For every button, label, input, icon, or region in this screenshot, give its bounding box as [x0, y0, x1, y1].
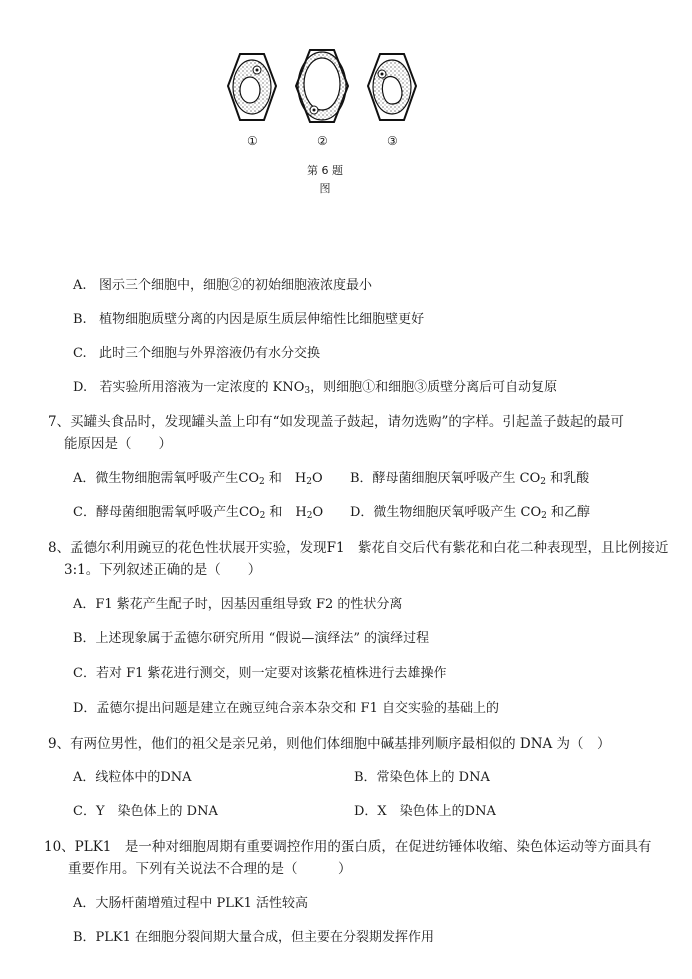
figure-caption-line1: 第 6 题 [307, 164, 343, 177]
q7-c-sub1: 2 [259, 511, 266, 521]
q7-a-after: O [311, 471, 323, 486]
q7-c-mid: 和 H [265, 505, 307, 520]
q6-option-c-text: 此时三个细胞与外界溶液仍有水分交换 [99, 346, 321, 361]
figure-label-2: ② [317, 134, 328, 148]
q8-option-a: A．F1 紫花产生配子时，因基因重组导致 F2 的性状分离 [73, 597, 403, 612]
figure-caption [290, 162, 360, 198]
figure-cells [222, 46, 422, 156]
q6-option-b-letter: B. [73, 312, 87, 327]
q7-a-sub1: 2 [259, 477, 265, 487]
q10-option-a: A．大肠杆菌增殖过程中 PLK1 活性较高 [73, 896, 309, 911]
q8-option-b: B．上述现象属于孟德尔研究所用 “假说—演绎法” 的演绎过程 [73, 631, 430, 646]
q6-option-d-text-after: ，则细胞①和细胞③质壁分离后可自动复原 [310, 380, 558, 395]
q7-stem-line2: 能原因是（ ） [64, 436, 172, 452]
q8-option-d: D．孟德尔提出问题是建立在豌豆纯合亲本杂交和 F1 自交实验的基础上的 [73, 701, 499, 716]
figure-caption-line2: 图 [319, 182, 331, 195]
figure-label-3: ③ [387, 134, 398, 148]
q7-option-b-text: B．酵母菌细胞厌氧呼吸产生 CO [350, 471, 541, 486]
q7-a-mid: 和 H [264, 471, 307, 486]
q10-stem-line2: 重要作用。下列有关说法不合理的是（ ） [68, 861, 352, 877]
q6-option-a-letter: A. [73, 278, 87, 293]
q7-c-after: O [312, 505, 324, 520]
q10-option-b: B．PLK1 在细胞分裂间期大量合成，但主要在分裂期发挥作用 [73, 930, 435, 945]
q8-stem-line2: 3:1。下列叙述正确的是（ ） [64, 562, 262, 578]
q7-option-a-text: A．微生物细胞需氧呼吸产生CO [73, 471, 259, 486]
q9-option-a: A．线粒体中的DNA [73, 770, 192, 785]
figure-label-1: ① [247, 134, 258, 148]
q7-a-sub2: 2 [306, 477, 312, 487]
q7-d-sub: 2 [541, 511, 547, 521]
cell-3 [368, 54, 416, 120]
q6-option-d-sub: 3 [304, 386, 311, 396]
q9-option-d: D．X 染色体上的DNA [354, 804, 496, 819]
q6-option-a [73, 274, 372, 293]
q9-option-b: B．常染色体上的 DNA [354, 770, 490, 785]
q10-stem-line1: 10、PLK1 是一种对细胞周期有重要调控作用的蛋白质，在促进纺锤体收缩、染色体运动等方面具有 [44, 839, 652, 855]
q9-option-c: C．Y 染色体上的 DNA [73, 804, 218, 819]
q6-option-a-text: 图示三个细胞中，细胞②的初始细胞液浓度最小 [98, 278, 372, 293]
q6-option-d-text: 若实验所用溶液为一定浓度的 KNO [99, 380, 305, 395]
q7-d-after: 和乙醇 [546, 505, 591, 520]
q7-b-sub: 2 [540, 477, 547, 487]
q7-option-a [73, 467, 323, 486]
q7-c-sub2: 2 [306, 511, 313, 521]
q7-stem-line1: 7、买罐头食品时，发现罐头盖上印有“如发现盖子鼓起，请勿选购”的字样。引起盖子鼓起的最可 [48, 414, 624, 430]
q7-option-d-text: D．微生物细胞厌氧呼吸产生 CO [350, 505, 542, 520]
q7-option-d [350, 501, 590, 520]
q7-option-b [350, 467, 589, 486]
q6-option-d-letter: D. [73, 380, 88, 395]
q7-option-c [73, 501, 323, 520]
q7-b-after: 和乳酸 [546, 471, 590, 486]
q8-stem-line1: 8、孟德尔利用豌豆的花色性状展开实验，发现F1 紫花自交后代有紫花和白花二种表现型，且比例接近 [48, 540, 669, 556]
q6-option-b-text: 植物细胞质壁分离的内因是原生质层伸缩性比细胞壁更好 [99, 312, 425, 327]
q6-option-c [73, 342, 320, 361]
q6-option-c-letter: C. [73, 346, 87, 361]
q9-stem-line1: 9、有两位男性，他们的祖父是亲兄弟，则他们体细胞中碱基排列顺序最相似的 DNA 为（ ） [48, 736, 611, 752]
q8-option-c: C．若对 F1 紫花进行测交，则一定要对该紫花植株进行去雄操作 [73, 666, 447, 681]
q6-option-b [73, 308, 424, 327]
cell-1 [228, 54, 276, 120]
cell-2 [296, 50, 348, 122]
q7-option-c-text: C．酵母菌细胞需氧呼吸产生CO [73, 505, 260, 520]
q6-option-d [73, 376, 557, 395]
